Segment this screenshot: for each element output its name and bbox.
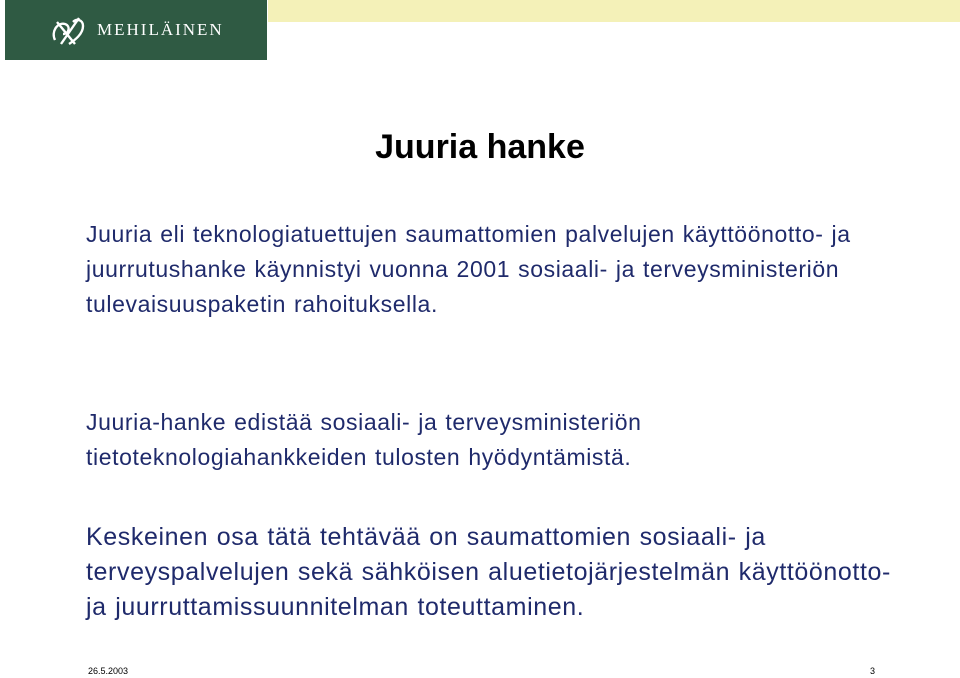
paragraph-intro: Juuria eli teknologiatuettujen saumattomien palvelujen käyttöönotto- ja juurrutushanke käynnistyi vuonna 2001 sosiaali- ja terveysministeriön tulevaisuuspaketin rahoituksella. (86, 221, 851, 317)
slide-title-text: Juuria hanke (375, 128, 585, 166)
mehilainen-logo-icon (49, 10, 89, 50)
page-number: 3 (870, 666, 876, 676)
slide-title (0, 128, 960, 167)
footer-date: 26.5.2003 (88, 666, 129, 676)
paragraph-core-task: Keskeinen osa tätä tehtävää on saumattomien sosiaali- ja terveyspalvelujen sekä sähköisen aluetietojärjestelmän käyttöönotto- ja juurruttamissuunnitelman toteuttaminen. (86, 523, 891, 621)
logo-text: MEHILÄINEN (97, 20, 224, 39)
logo-banner (5, 0, 267, 60)
accent-bar (268, 0, 960, 22)
paragraph-purpose: Juuria-hanke edistää sosiaali- ja terveysministeriön tietoteknologiahankkeiden tulosten hyödyntämistä. (86, 409, 642, 470)
